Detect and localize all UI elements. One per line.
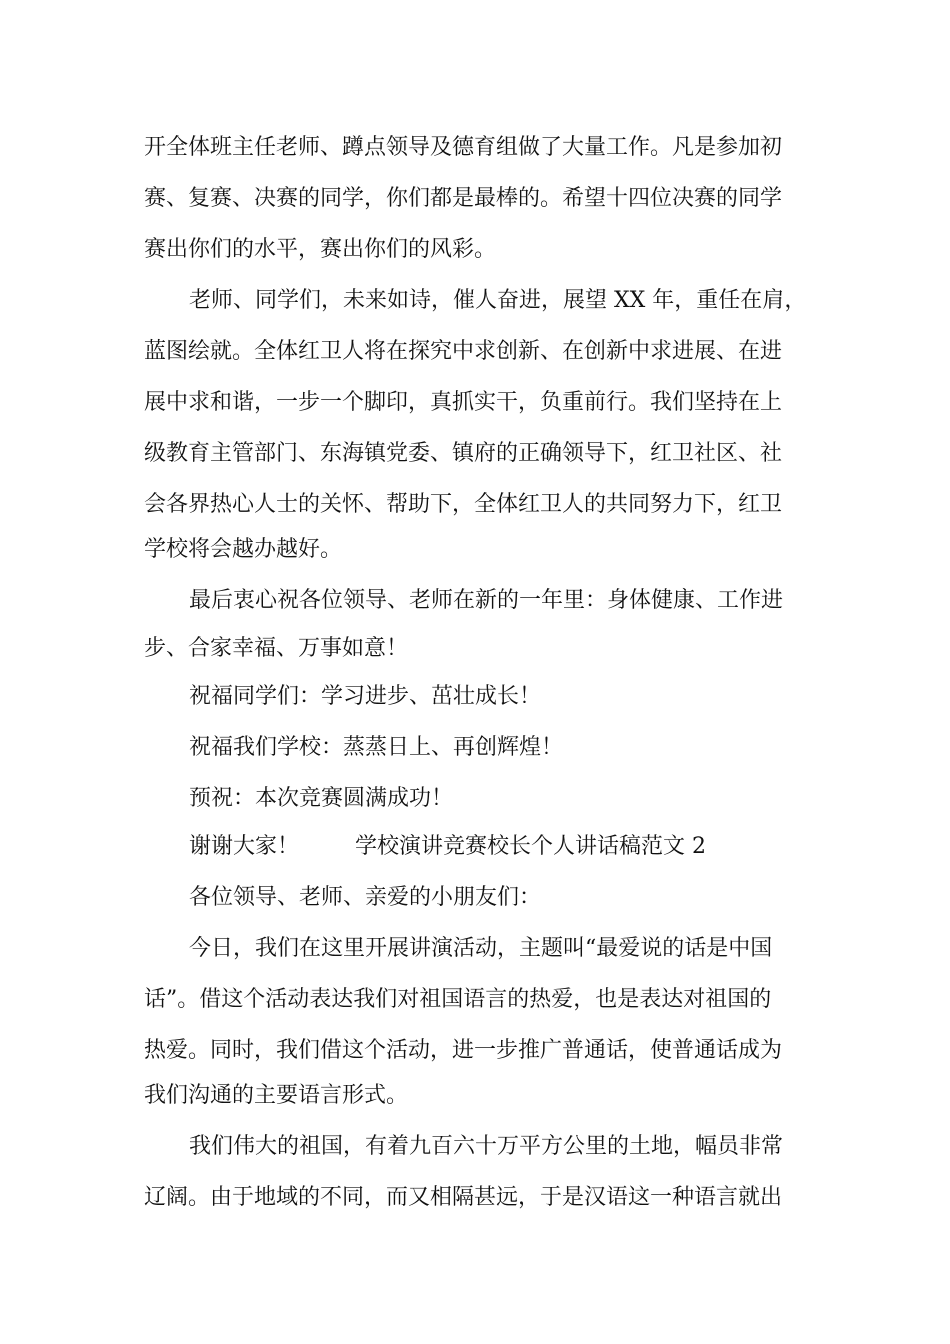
text-line: 蓝图绘就。全体红卫人将在探究中求创新、在创新中求进展、在进 [144, 339, 783, 364]
text-line: 赛出你们的水平，赛出你们的风彩。 [144, 237, 497, 262]
text-line: 辽阔。由于地域的不同，而又相隔甚远，于是汉语这一种语言就出 [144, 1185, 783, 1210]
text-line: 开全体班主任老师、蹲点领导及德育组做了大量工作。凡是参加初 [144, 135, 783, 160]
text-line: 最后衷心祝各位领导、老师在新的一年里：身体健康、工作进 [189, 588, 784, 613]
text-line: 步、合家幸福、万事如意！ [144, 636, 409, 661]
text-line: 预祝：本次竞赛圆满成功！ [189, 786, 454, 811]
text-line: 各位领导、老师、亲爱的小朋友们： [189, 885, 542, 910]
text-line: 谢谢大家！ 学校演讲竞赛校长个人讲话稿范文 2 [189, 834, 706, 859]
text-line: 我们伟大的祖国，有着九百六十万平方公里的土地，幅员非常 [189, 1134, 784, 1159]
text-line: 学校将会越办越好。 [144, 537, 343, 562]
text-line: 我们沟通的主要语言形式。 [144, 1083, 409, 1108]
text-line: 老师、同学们，未来如诗，催人奋进，展望 XX 年，重任在肩， [189, 288, 807, 313]
text-line: 会各界热心人士的关怀、帮助下，全体红卫人的共同努力下，红卫 [144, 492, 783, 517]
text-line: 话”。借这个活动表达我们对祖国语言的热爱，也是表达对祖国的 [144, 987, 772, 1012]
text-line: 赛、复赛、决赛的同学，你们都是最棒的。希望十四位决赛的同学 [144, 186, 783, 211]
text-line: 展中求和谐，一步一个脚印，真抓实干，负重前行。我们坚持在上 [144, 390, 783, 415]
text-line: 祝福同学们：学习进步、茁壮成长！ [189, 684, 542, 709]
text-line: 级教育主管部门、东海镇党委、镇府的正确领导下，红卫社区、社 [144, 441, 783, 466]
text-line: 热爱。同时，我们借这个活动，进一步推广普通话，使普通话成为 [144, 1038, 783, 1063]
text-line: 今日，我们在这里开展讲演活动，主题叫“最爱说的话是中国 [189, 936, 773, 961]
text-line: 祝福我们学校：蒸蒸日上、再创辉煌！ [189, 735, 564, 760]
